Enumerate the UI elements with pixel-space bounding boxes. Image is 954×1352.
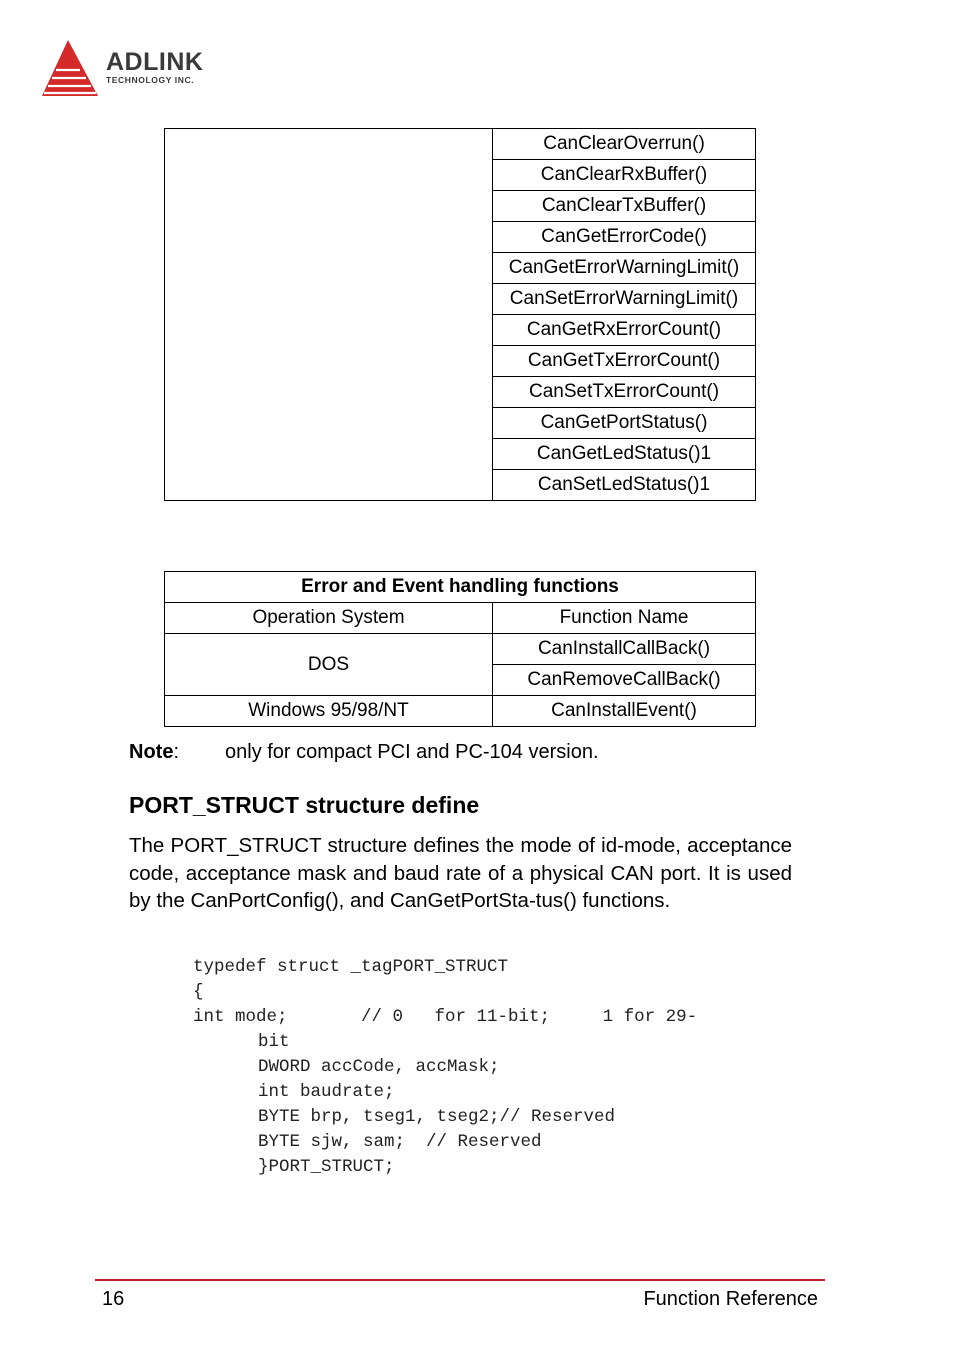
adlink-triangle-icon [42,38,104,100]
section-paragraph: The PORT_STRUCT structure defines the mode of id-mode, acceptance code, acceptance mask and baud rate of a physical CAN port. It is used by the CanPortConfig(), and CanGetPortSta-tus() functions. [129,834,792,912]
table-title: Error and Event handling functions [165,572,756,603]
column-header-os: Operation System [165,603,493,634]
code-line: bit [258,1032,290,1052]
code-line: int mode; // 0 for 11-bit; 1 for 29- [193,1007,698,1027]
column-header-function: Function Name [493,603,756,634]
section-heading: PORT_STRUCT structure define [129,792,480,818]
code-line: BYTE sjw, sam; // Reserved [258,1132,542,1152]
function-cell: CanInstallCallBack() [493,634,756,665]
logo-tagline: TECHNOLOGY INC. [106,75,195,85]
function-cell: CanGetLedStatus()1 [493,439,756,470]
function-cell: CanSetTxErrorCount() [493,377,756,408]
code-block [193,955,697,1180]
footer-divider [95,1279,825,1281]
note: Note: only for compact PCI and PC-104 version. [129,741,599,763]
function-cell: CanClearTxBuffer() [493,191,756,222]
code-line: int baudrate; [258,1082,395,1102]
function-cell: CanGetErrorWarningLimit() [493,253,756,284]
os-cell: DOS [165,634,493,696]
function-cell: CanGetTxErrorCount() [493,346,756,377]
adlink-logo [42,38,232,100]
note-label: Note [129,741,174,763]
function-cell: CanInstallEvent() [493,696,756,727]
function-cell: CanClearOverrun() [493,129,756,160]
function-cell: CanSetLedStatus()1 [493,470,756,501]
function-cell: CanClearRxBuffer() [493,160,756,191]
function-cell: CanGetRxErrorCount() [493,315,756,346]
code-line: BYTE brp, tseg1, tseg2;// Reserved [258,1107,616,1127]
function-cell: CanRemoveCallBack() [493,665,756,696]
code-line: typedef struct _tagPORT_STRUCT [193,957,509,977]
page-number: 16 [102,1288,125,1310]
function-cell: CanGetPortStatus() [493,408,756,439]
function-cell: CanGetErrorCode() [493,222,756,253]
function-table-continued [164,128,756,501]
os-cell-blank [165,129,493,501]
error-event-table [164,571,756,727]
logo-brand: ADLINK [106,48,204,76]
os-cell: Windows 95/98/NT [165,696,493,727]
code-line: { [193,982,204,1002]
code-line: DWORD accCode, accMask; [258,1057,500,1077]
code-line: }PORT_STRUCT; [258,1157,395,1177]
footer-title: Function Reference [643,1288,818,1310]
function-cell: CanSetErrorWarningLimit() [493,284,756,315]
note-text: only for compact PCI and PC-104 version. [225,741,599,763]
